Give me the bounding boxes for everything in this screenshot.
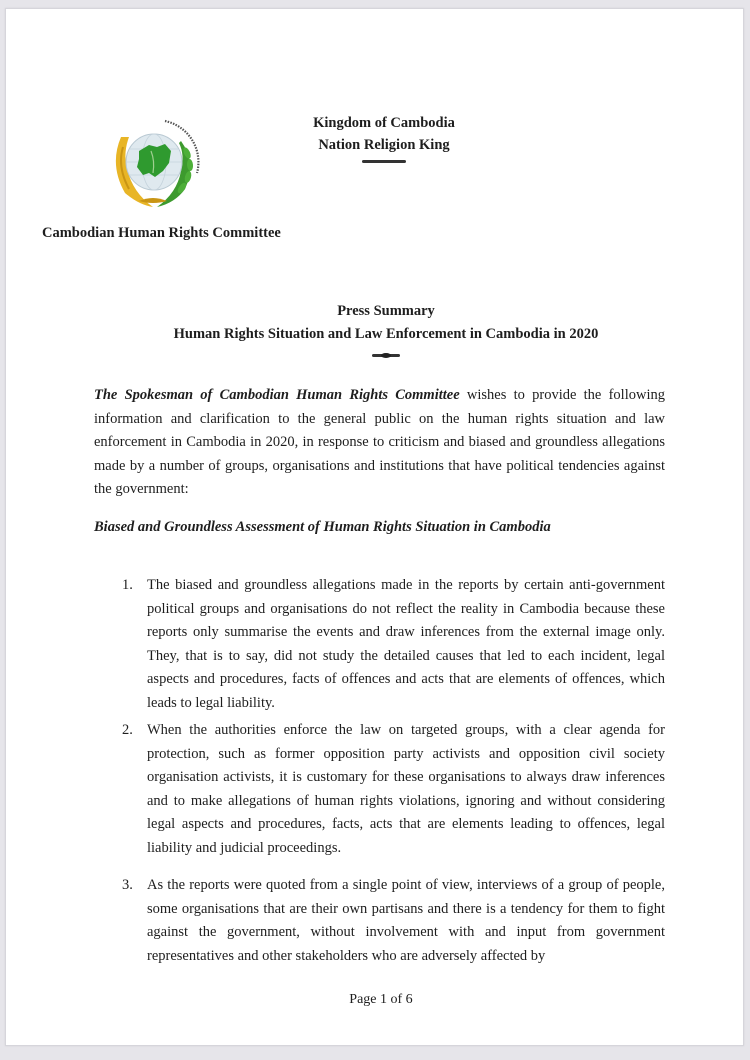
- item-number: 2.: [122, 722, 133, 738]
- item-text: When the authorities enforce the law on targeted groups, with a clear agenda for protection, such as former opposition party activists and opposition civil society organisation activists, it is customary for these organisations to always draw inferences and to make allegations of human rights violations, ignoring and without considering legal aspects and procedures, facts, acts that are elements leading to offences, legal liability and judicial proceedings.: [147, 722, 665, 856]
- numbered-list: [94, 874, 665, 968]
- page-number: Page 1 of 6: [349, 992, 413, 1007]
- item-text: As the reports were quoted from a single point of view, interviews of a group of people, some organisations that are their own partisans and there is a tendency for them to fight against the government, without involvement with and input from government representatives and other stakeholders who are adversely affected by: [147, 877, 665, 964]
- item-number: 3.: [122, 877, 133, 893]
- kingdom-name: Kingdom of Cambodia: [313, 115, 455, 131]
- kingdom-motto-block: [264, 112, 504, 163]
- ornament-divider: [362, 160, 406, 163]
- numbered-list: [94, 719, 665, 860]
- intro-lead: The Spokesman of Cambodian Human Rights Committee: [94, 387, 460, 403]
- item-number: 1.: [122, 577, 133, 593]
- press-summary-label: Press Summary: [337, 303, 435, 319]
- document-page: [5, 8, 744, 1046]
- intro-paragraph: [94, 384, 665, 502]
- section-heading: Biased and Groundless Assessment of Human Rights Situation in Cambodia: [94, 519, 551, 535]
- national-motto: Nation Religion King: [318, 137, 450, 153]
- document-title-block: [106, 300, 666, 357]
- committee-name: Cambodian Human Rights Committee: [42, 225, 281, 241]
- document-title: Human Rights Situation and Law Enforcement in Cambodia in 2020: [173, 326, 599, 342]
- item-text: The biased and groundless allegations made in the reports by certain anti-government political groups and organisations do not reflect the reality in Cambodia because these reports only summarise the events and draw inferences from the external image only. They, that is to say, did not study the detailed causes that led to each incident, legal aspects and procedures, facts of offences and acts that are elements of offences, which leads to legal liability.: [147, 577, 665, 711]
- committee-emblem-icon: [99, 107, 207, 215]
- list-item: [94, 574, 665, 715]
- ornament-divider: [372, 354, 400, 357]
- list-item: [94, 874, 665, 968]
- intro-text: wishes to provide the following information and clarification to the general public on the human rights situation and law enforcement in Cambodia in 2020, in response to criticism and biased and groundless allegations made by a number of groups, organisations and institutions that have political tendencies against the government:: [94, 387, 665, 497]
- list-item: [94, 719, 665, 860]
- numbered-list: [94, 574, 665, 715]
